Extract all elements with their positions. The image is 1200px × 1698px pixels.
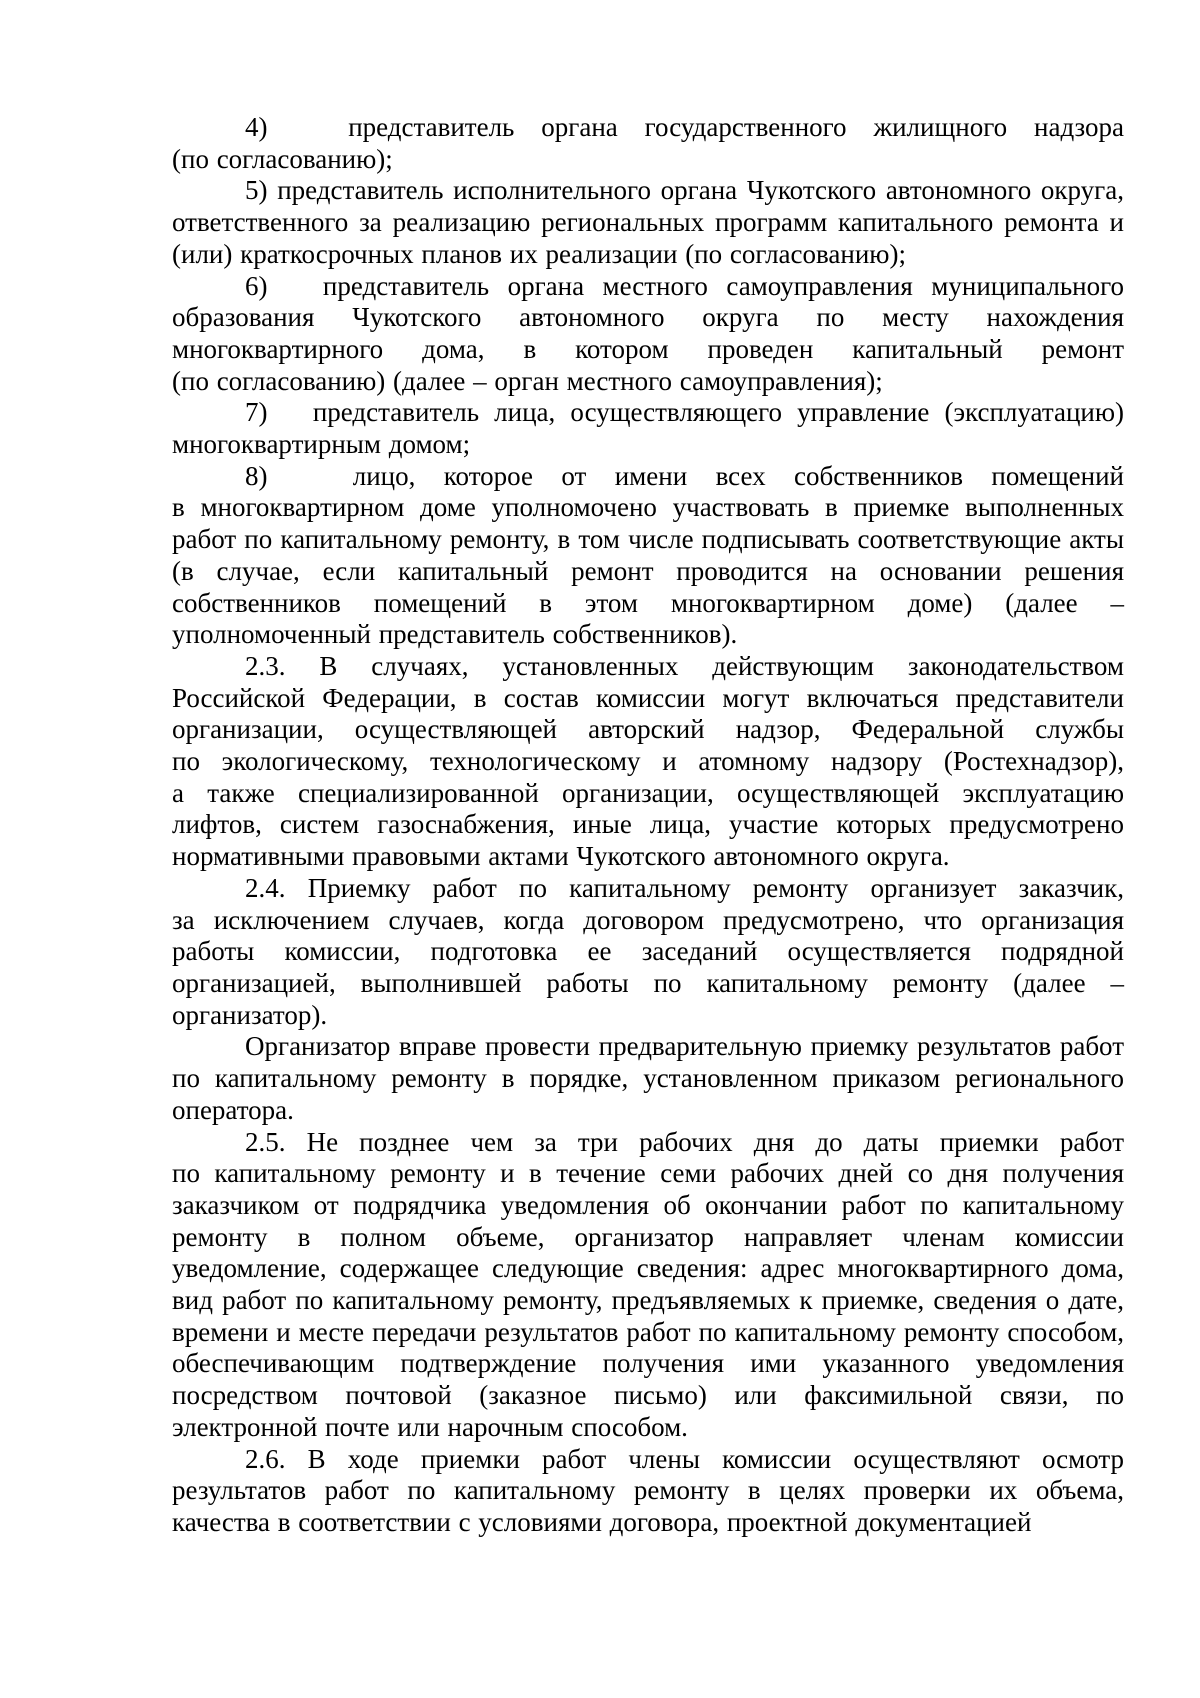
paragraph-2-4: 2.4. Приемку работ по капитальному ремонту организует заказчик, за исключением случаев, когда договором предусмотрено, что организация работы комиссии, подготовка ее заседаний осуществляется подрядной организацией, выполнившей работы по капитальному ремонту (далее – организатор). bbox=[172, 872, 1124, 1030]
paragraph-2-5: 2.5. Не позднее чем за три рабочих дня до даты приемки работ по капитальному ремонту и в течение семи рабочих дней со дня получения заказчиком от подрядчика уведомления об окончании работ по капитальному ремонту в полном объеме, организатор направляет членам комиссии уведомление, содержащее следующие сведения: адрес многоквартирного дома, вид работ по капитальному ремонту, предъявляемых к приемке, сведения о дате, времени и месте передачи результатов работ по капитальному ремонту способом, обеспечивающим подтверждение получения ими указанного уведомления посредством почтовой (заказное письмо) или факсимильной связи, по электронной почте или нарочным способом. bbox=[172, 1126, 1124, 1442]
document-page bbox=[172, 112, 1124, 1539]
paragraph-item-8: 8) лицо, которое от имени всех собственников помещений в многоквартирном доме уполномочено участвовать в приемке выполненных работ по капитальному ремонту, в том числе подписывать соответствующие акты (в случае, если капитальный ремонт проводится на основании решения собственников помещений в этом многоквартирном доме) (далее – уполномоченный представитель собственников). bbox=[172, 460, 1124, 650]
paragraph-item-5: 5) представитель исполнительного органа Чукотского автономного округа, ответственного за реализацию региональных программ капитального ремонта и (или) краткосрочных планов их реализации (по согласованию); bbox=[172, 175, 1124, 269]
paragraph-organizer: Организатор вправе провести предварительную приемку результатов работ по капитальному ремонту в порядке, установленном приказом регионального оператора. bbox=[172, 1031, 1124, 1125]
paragraph-2-3: 2.3. В случаях, установленных действующим законодательством Российской Федерации, в состав комиссии могут включаться представители организации, осуществляющей авторский надзор, Федеральной службы по экологическому, технологическому и атомному надзору (Ростехнадзор), а также специализированной организации, осуществляющей эксплуатацию лифтов, систем газоснабжения, иные лица, участие которых предусмотрено нормативными правовыми актами Чукотского автономного округа. bbox=[172, 650, 1124, 872]
paragraph-2-6: 2.6. В ходе приемки работ члены комиссии осуществляют осмотр результатов работ по капитальному ремонту в целях проверки их объема, качества в соответствии с условиями договора, проектной документацией bbox=[172, 1443, 1124, 1537]
paragraph-item-7: 7) представитель лица, осуществляющего управление (эксплуатацию) многоквартирным домом; bbox=[172, 397, 1124, 460]
paragraph-item-6: 6) представитель органа местного самоуправления муниципального образования Чукотского автономного округа по месту нахождения многоквартирного дома, в котором проведен капитальный ремонт (по согласованию) (далее – орган местного самоуправления); bbox=[172, 270, 1124, 396]
paragraph-item-4: 4) представитель органа государственного жилищного надзора (по согласованию); bbox=[172, 112, 1124, 174]
